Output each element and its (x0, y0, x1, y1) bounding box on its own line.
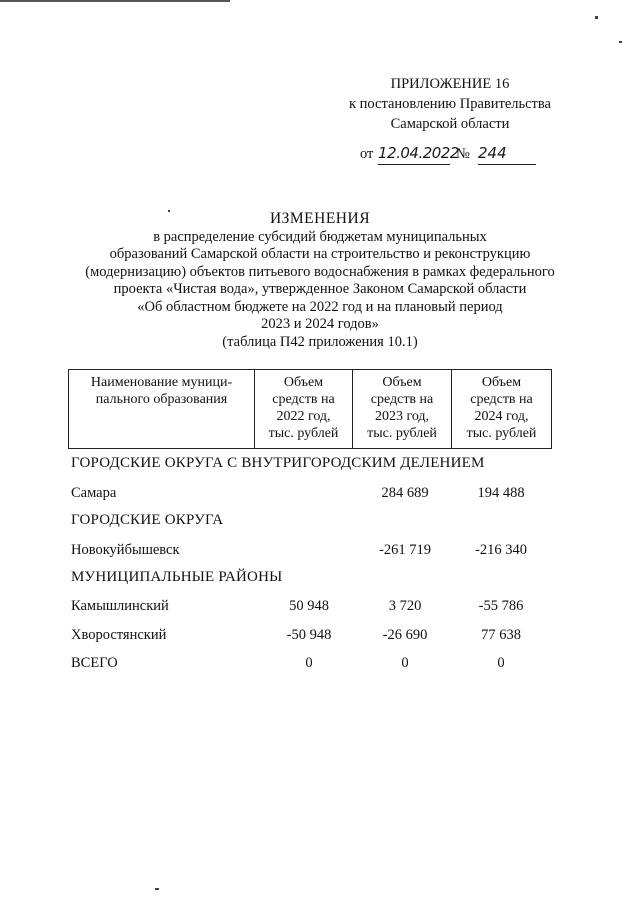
row-value-2022: -50 948 (286, 627, 332, 643)
decree-number: 244 (478, 144, 536, 165)
row-value-2024: 77 638 (481, 627, 521, 643)
column-header-line: средств на (470, 392, 533, 407)
column-header-line: тыс. рублей (466, 426, 537, 441)
region-name: Самарской области (390, 116, 510, 132)
column-header-line: пального образования (95, 392, 228, 407)
column-header-line: Объем (283, 375, 324, 390)
scan-speck (155, 888, 159, 890)
row-name: Хворостянский (71, 627, 167, 643)
title-line: образований Самарской области на строительство и реконструкцию (109, 246, 531, 262)
title-line: проекта «Чистая вода», утвержденное Законом Самарской области (113, 281, 527, 297)
table-header (68, 369, 552, 449)
row-value-2023: -26 690 (382, 627, 428, 643)
number-label: № (456, 146, 470, 162)
title-line: в распределение субсидий бюджетам муниципальных (153, 228, 487, 245)
total-value-2022: 0 (305, 655, 313, 671)
title-line: «Об областном бюджете на 2022 год и на плановый период (137, 298, 503, 315)
from-label: от (360, 146, 374, 162)
title-line: (таблица П42 приложения 10.1) (222, 333, 418, 350)
row-value-2024: 194 488 (477, 485, 525, 501)
title-line: (модернизацию) объектов питьевого водоснабжения в рамках федерального (85, 263, 555, 280)
row-value-2023: -261 719 (379, 542, 431, 558)
column-header-line: тыс. рублей (268, 426, 339, 441)
total-value-2024: 0 (497, 655, 505, 671)
decree-date-number (360, 144, 540, 166)
row-value-2024: -55 786 (478, 598, 524, 614)
section-title: МУНИЦИПАЛЬНЫЕ РАЙОНЫ (71, 569, 283, 585)
title-line: 2023 и 2024 годов» (261, 316, 379, 332)
title-heading: ИЗМЕНЕНИЯ (269, 210, 371, 227)
row-name: Камышлинский (71, 598, 169, 614)
row-value-2024: -216 340 (475, 542, 527, 558)
column-header-line: средств на (370, 392, 434, 407)
column-header-2023 (353, 370, 452, 449)
total-label: ВСЕГО (71, 655, 118, 671)
column-header-line: тыс. рублей (367, 426, 437, 441)
column-header-line: Объем (382, 375, 422, 390)
appendix-number: ПРИЛОЖЕНИЕ 16 (390, 76, 510, 92)
column-header-2022 (255, 370, 353, 449)
row-name: Новокуйбышевск (71, 542, 180, 558)
total-value-2023: 0 (401, 655, 409, 671)
section-title: ГОРОДСКИЕ ОКРУГА (71, 512, 224, 528)
row-value-2022: 50 948 (289, 598, 329, 614)
column-header-line: Объем (481, 375, 522, 390)
decree-reference: к постановлению Правительства (349, 96, 551, 112)
appendix-header (300, 74, 600, 134)
row-value-2023: 284 689 (381, 485, 429, 501)
scan-artifact-top-line (0, 0, 230, 2)
column-header-name (69, 370, 255, 449)
column-header-2024 (452, 370, 552, 449)
row-name: Самара (71, 485, 117, 501)
column-header-line: 2023 год, (374, 409, 430, 424)
row-value-2023: 3 720 (388, 598, 422, 614)
column-header-line: 2024 год, (474, 409, 529, 424)
section-title: ГОРОДСКИЕ ОКРУГА С ВНУТРИГОРОДСКИМ ДЕЛЕНИЕМ (71, 455, 485, 471)
scan-speck (595, 16, 598, 19)
document-title (40, 210, 600, 351)
decree-date: 12.04.2022 (378, 144, 450, 165)
column-header-line: 2022 год, (276, 409, 331, 424)
scan-speck (619, 41, 622, 43)
column-header-line: средств на (272, 392, 335, 407)
column-header-line: Наименование муници- (90, 375, 233, 390)
